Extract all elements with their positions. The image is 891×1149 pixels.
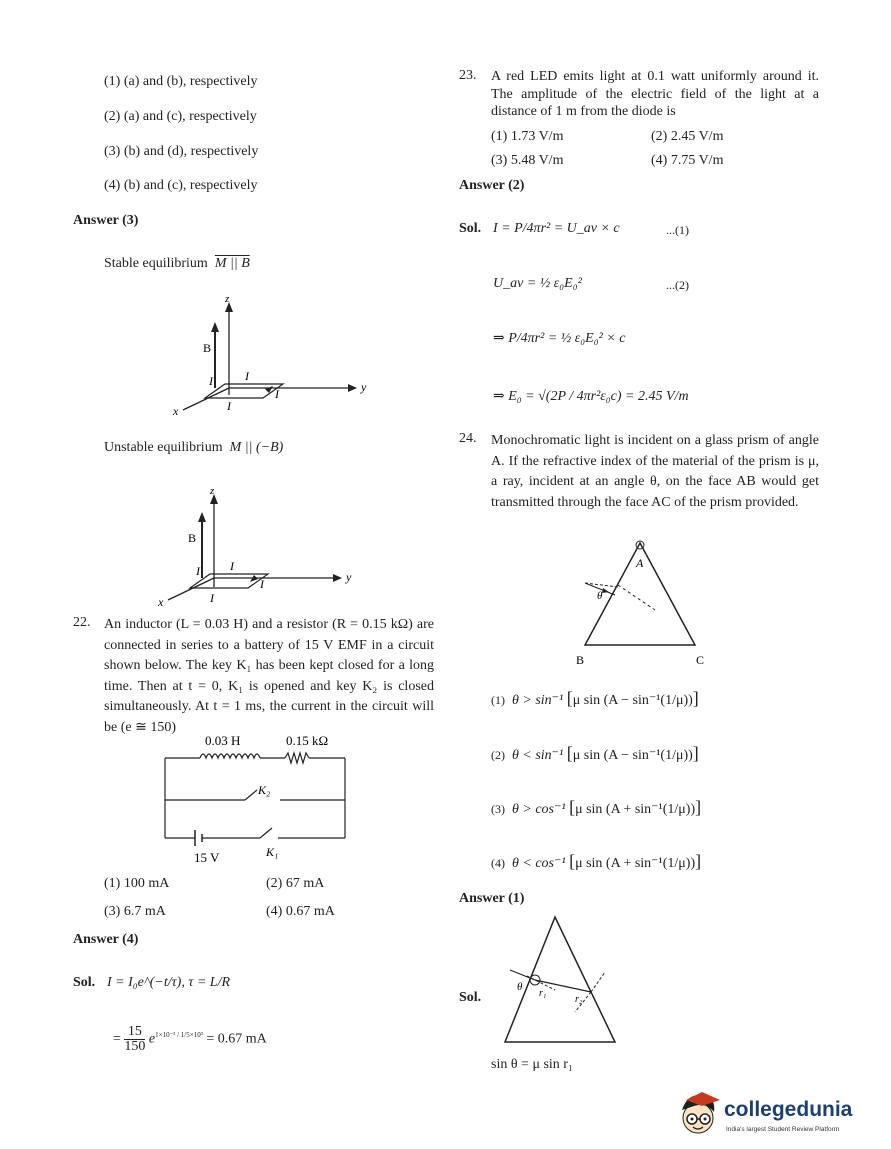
i-label-7: I bbox=[260, 577, 264, 591]
unstable-equilibrium-label bbox=[104, 440, 283, 456]
stable-label-text: Stable equilibrium bbox=[104, 256, 208, 271]
q24-option-3-num: (3) bbox=[491, 802, 505, 816]
k1-switch bbox=[260, 828, 272, 838]
q24-option-3-body: μ sin (A + sin⁻¹(1/μ)) bbox=[575, 802, 696, 817]
q24-option-3-lhs: θ > cos⁻¹ bbox=[512, 802, 566, 817]
z-label: z bbox=[225, 293, 230, 305]
q24-sol-label: Sol. bbox=[459, 990, 482, 1005]
sol-result: = 0.67 mA bbox=[206, 1031, 267, 1047]
q23-answer: Answer (2) bbox=[459, 178, 525, 193]
b-label-2: B bbox=[188, 531, 197, 545]
sol-exponent: 1×10⁻³ / 1/5×10³ bbox=[155, 1031, 203, 1040]
q24-option-4-lhs: θ < cos⁻¹ bbox=[512, 856, 566, 871]
circuit-diagram bbox=[160, 728, 360, 873]
inductor-symbol bbox=[200, 754, 260, 758]
q24-option-2-lhs: θ < sin⁻¹ bbox=[512, 748, 564, 763]
q23-eq1: I = P/4πr² = U_av × c bbox=[493, 221, 620, 236]
k2-label: K₂ bbox=[258, 783, 271, 797]
normal-line bbox=[618, 585, 655, 610]
q24-option-2-num: (2) bbox=[491, 748, 505, 762]
q24-text: Monochromatic light is incident on a glass prism of angle A. If the refractive index of the material of the prism is μ, a ray, incident at an angle θ, on the face AB would get transmitted through the face AC of the prism provided. bbox=[491, 433, 819, 510]
sol-frac-den: 150 bbox=[124, 1039, 146, 1054]
solution-label-theta: θ bbox=[517, 981, 523, 993]
resistor-symbol bbox=[285, 753, 309, 763]
q21-option-3: (3) (b) and (d), respectively bbox=[104, 144, 259, 159]
solution-prism-triangle bbox=[505, 917, 615, 1042]
i-label-3: I bbox=[275, 387, 279, 401]
k2-switch bbox=[245, 790, 257, 800]
q24-option-4: (4) θ < cos⁻¹ [μ sin (A + sin⁻¹(1/μ))] bbox=[491, 851, 702, 871]
q24-option-1: (1) θ > sin⁻¹ [μ sin (A − sin⁻¹(1/μ))] bbox=[491, 688, 699, 708]
unstable-label-text: Unstable equilibrium bbox=[104, 440, 223, 455]
y-axis-arrow bbox=[348, 384, 357, 392]
q24-answer: Answer (1) bbox=[459, 891, 525, 906]
q23-text: A red LED emits light at 0.1 watt uniformly around it. The amplitude of the electric field of the light at a distance of 1 m from the diode is bbox=[491, 69, 819, 119]
current-loop bbox=[205, 384, 283, 398]
prism-diagram bbox=[560, 535, 720, 670]
b-label: B bbox=[203, 341, 212, 355]
q22-option-2: (2) 67 mA bbox=[266, 876, 325, 891]
q23-number: 23. bbox=[459, 68, 477, 83]
stable-equilibrium-label bbox=[104, 256, 250, 272]
y-label-2: y bbox=[346, 570, 352, 584]
q22-sol-line2: = $\frac{15}{150}$ $e^{1\times 10^{-3} / 1/5\times 10^3} = 0.67$ mA bbox=[113, 1024, 267, 1054]
x-label: x bbox=[173, 404, 179, 418]
q24-option-1-lhs: θ > sin⁻¹ bbox=[512, 693, 564, 708]
prism-label-c: C bbox=[696, 653, 705, 667]
q23-eq4: ⇒ E₀ = √(2P / 4πr²ε₀c) = 2.45 V/m bbox=[493, 389, 689, 404]
q21-option-1: (1) (a) and (b), respectively bbox=[104, 74, 258, 89]
q23-eq2-tag: ...(2) bbox=[666, 278, 689, 292]
q22-option-1: (1) 100 mA bbox=[104, 876, 170, 891]
q23-eq1-tag: ...(1) bbox=[666, 223, 689, 237]
i-label-6: I bbox=[230, 559, 234, 573]
q22-sol-line1: I = I₀e^(−t/τ), τ = L/R bbox=[107, 975, 231, 990]
solution-label-r2: r₂ bbox=[575, 994, 583, 1005]
solution-label-r1: r₁ bbox=[539, 988, 547, 999]
q21-option-2: (2) (a) and (c), respectively bbox=[104, 109, 257, 124]
q24-option-1-num: (1) bbox=[491, 693, 505, 707]
i-label-5: I bbox=[196, 564, 200, 578]
q24-option-1-body: μ sin (A − sin⁻¹(1/μ)) bbox=[572, 693, 693, 708]
y-label: y bbox=[361, 380, 367, 394]
student-mascot-icon bbox=[676, 1090, 722, 1138]
q23-option-3: (3) 5.48 V/m bbox=[491, 153, 564, 168]
k1-label: K₁ bbox=[266, 845, 279, 859]
q24-option-2-body: μ sin (A − sin⁻¹(1/μ)) bbox=[572, 748, 693, 763]
stable-equilibrium-diagram bbox=[165, 290, 375, 420]
brand-logo[interactable] bbox=[676, 1090, 856, 1140]
x-label-2: x bbox=[158, 595, 164, 609]
prism-label-theta: θ bbox=[597, 590, 603, 602]
z-label-2: z bbox=[210, 485, 215, 497]
q23-eq2: U_av = ½ ε₀E₀² bbox=[493, 276, 582, 291]
sol-frac-num: 15 bbox=[124, 1025, 145, 1040]
q23-option-4: (4) 7.75 V/m bbox=[651, 153, 724, 168]
q24-option-4-num: (4) bbox=[491, 856, 505, 870]
brand-tagline: India's largest Student Review Platform bbox=[726, 1126, 840, 1133]
i-label-2: I bbox=[245, 369, 249, 383]
unstable-expr: M || (−B) bbox=[229, 440, 284, 455]
battery-label: 15 V bbox=[194, 850, 220, 865]
q21-answer: Answer (3) bbox=[73, 213, 139, 228]
q22-number: 22. bbox=[73, 615, 91, 630]
q22-answer: Answer (4) bbox=[73, 932, 139, 947]
q23-eq3: ⇒ P/4πr² = ½ ε₀E₀² × c bbox=[493, 331, 626, 346]
solution-prism-diagram bbox=[495, 912, 635, 1047]
q23-option-2: (2) 2.45 V/m bbox=[651, 129, 724, 144]
q22-option-3: (3) 6.7 mA bbox=[104, 904, 166, 919]
prism-label-a: A bbox=[636, 556, 644, 570]
q22-sol-label: Sol. bbox=[73, 975, 96, 990]
brand-name: collegedunia bbox=[724, 1098, 853, 1121]
q24-option-3: (3) θ > cos⁻¹ [μ sin (A + sin⁻¹(1/μ))] bbox=[491, 797, 702, 817]
inductor-label: 0.03 H bbox=[205, 733, 241, 748]
resistor-label: 0.15 kΩ bbox=[286, 733, 329, 748]
b-field-arrow bbox=[211, 322, 219, 332]
q22-option-4: (4) 0.67 mA bbox=[266, 904, 335, 919]
q24-sol-eq: sin θ = μ sin r₁ bbox=[491, 1057, 573, 1072]
q24-option-4-body: μ sin (A + sin⁻¹(1/μ)) bbox=[575, 856, 696, 871]
q21-option-4: (4) (b) and (c), respectively bbox=[104, 178, 258, 193]
unstable-equilibrium-diagram bbox=[150, 482, 360, 612]
q24-option-2: (2) θ < sin⁻¹ [μ sin (A − sin⁻¹(1/μ))] bbox=[491, 743, 699, 763]
q22-text: An inductor (L = 0.03 H) and a resistor (R = 0.15 kΩ) are connected in series to a battery of 15 V EMF in a circuit shown below. The key K₁ has been kept closed for a long time. Then at t = 0, K₁ is opened and key K₂ is closed simultaneously. At t = 1 ms, the current in the circuit will be (e ≅ 150) bbox=[104, 617, 434, 735]
prism-label-b: B bbox=[576, 653, 585, 667]
q24-number: 24. bbox=[459, 431, 477, 446]
q23-sol-label: Sol. bbox=[459, 221, 482, 236]
i-label-8: I bbox=[210, 591, 214, 605]
i-label-1: I bbox=[209, 374, 213, 388]
q23-option-1: (1) 1.73 V/m bbox=[491, 129, 564, 144]
stable-expr: M || B bbox=[214, 256, 250, 271]
i-label-4: I bbox=[227, 399, 231, 413]
